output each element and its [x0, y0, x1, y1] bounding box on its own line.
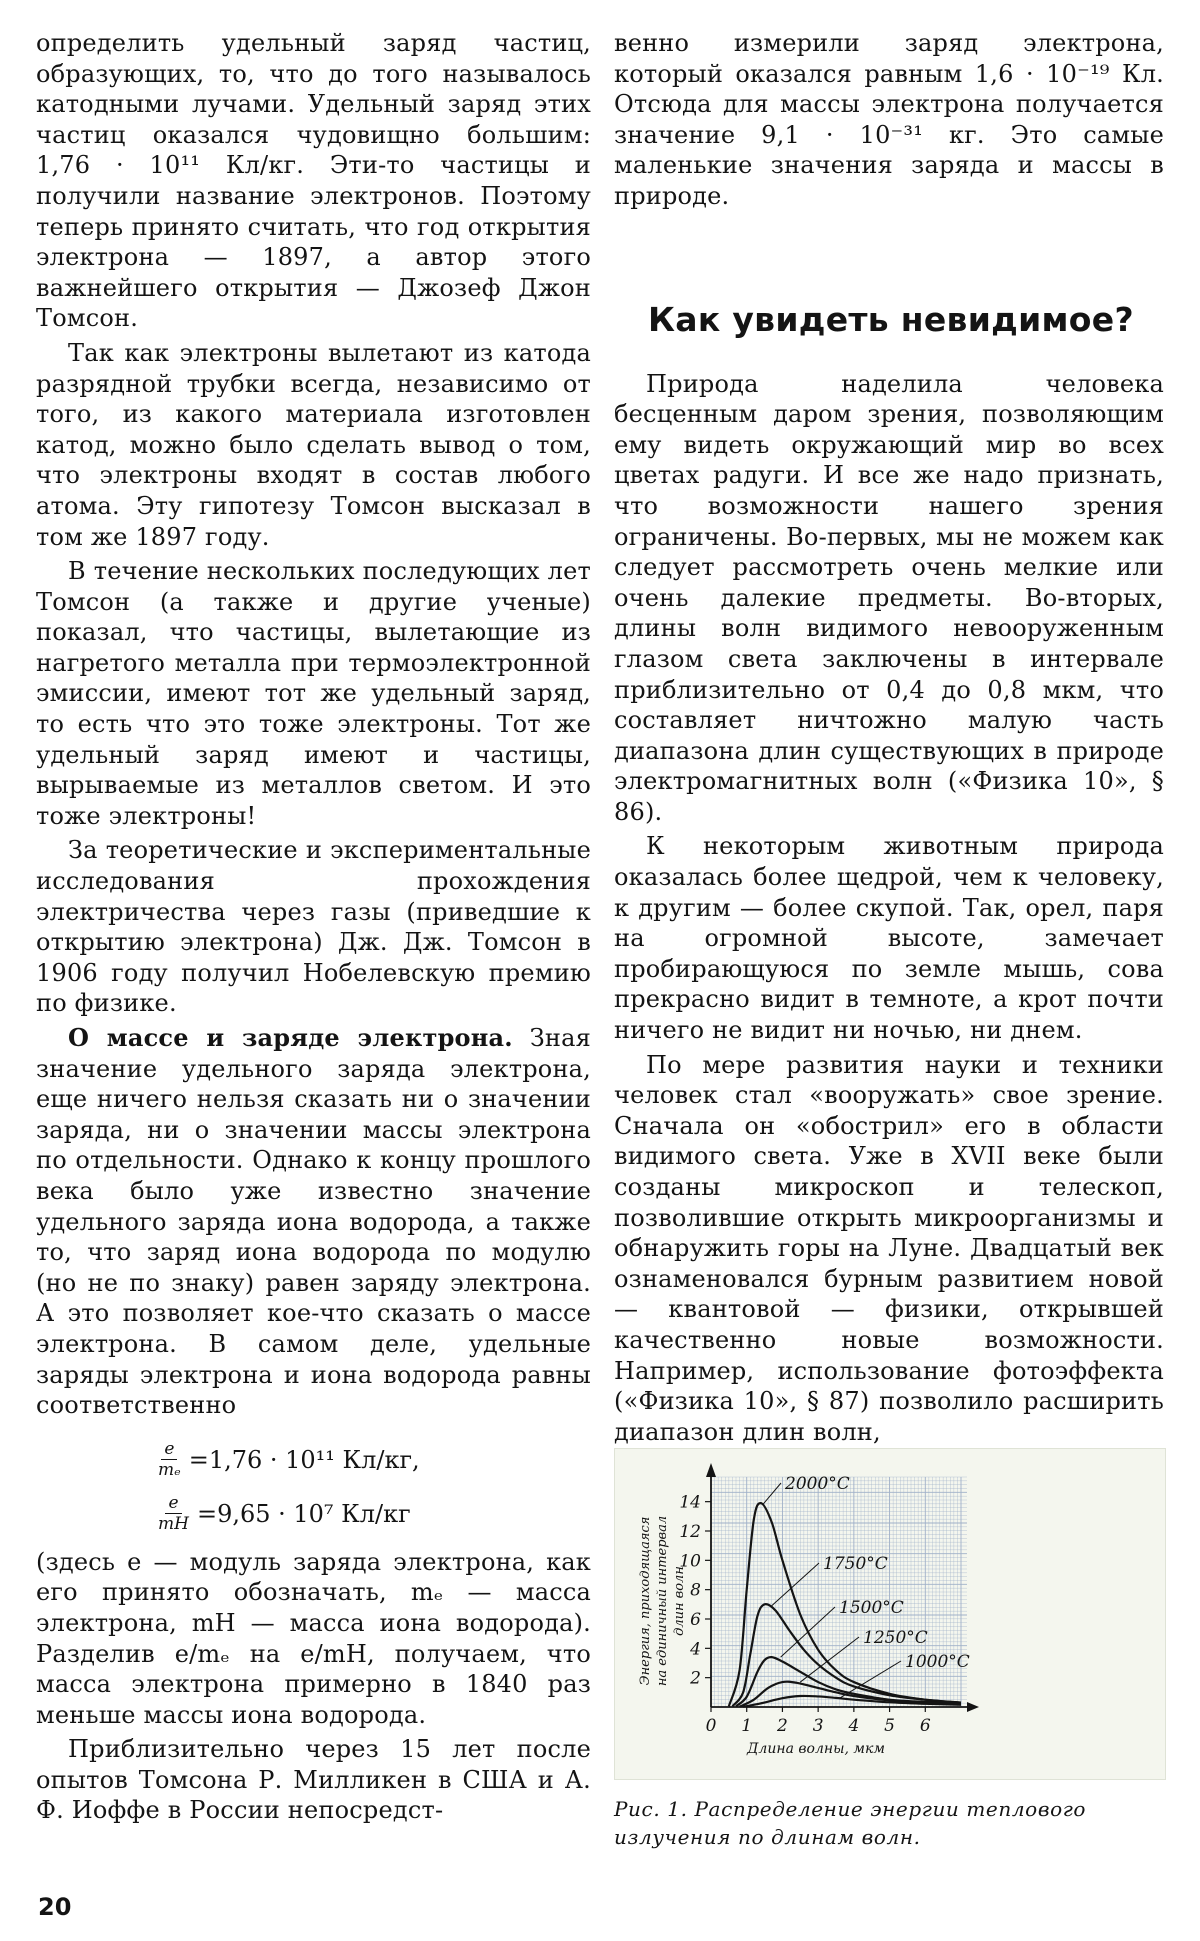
- y-tick-label: 2: [690, 1668, 701, 1689]
- paragraph: По мере развития науки и техники человек стал «вооружать» свое зрение. Сначала он «обострил» его в области видимого света. Уже в XVII веке были созданы микроскоп и телескоп, позволившие открыть микроорганизмы и обнаружить горы на Луне. Двадцатый век ознаменовался бурным развитием новой — квантовой — физики, открывшей качественно новые возможности. Например, использование фотоэффекта («Физика 10», § 87) позволило расширить диапазон длин волн,: [614, 1050, 1164, 1446]
- paragraph: За теоретические и экспериментальные исследования прохождения электричества через газы (приведшие к открытию электрона) Дж. Дж. Томсон в 1906 году получил Нобелевскую премию по физике.: [36, 836, 591, 1018]
- section-heading: Как увидеть невидимое?: [648, 299, 1134, 339]
- paragraph: Так как электроны вылетают из катода разрядной трубки всегда, независимо от того, из какого материала изготовлен катод, можно было сделать вывод о том, что электроны входят в состав любого атома. Эту гипотезу Томсон высказал в том же 1897 году.: [36, 338, 591, 551]
- x-axis-label: Длина волны, мкм: [747, 1741, 885, 1757]
- paragraph-text: Зная значение удельного заряда электрона, еще ничего нельзя сказать ни о значении заряда, ни о значении массы электрона по отдельности. Однако к концу прошлого века было уже известно значение удельного заряда иона водорода, а также то, что заряд иона водорода по модулю (но не по знаку) равен заряду электрона. А это позволяет кое-что сказать о массе электрона. В самом деле, удельные заряды электрона и иона водорода равны соответственно: [36, 1024, 591, 1420]
- series-label: 1750°C: [823, 1554, 888, 1574]
- y-tick-label: 6: [690, 1610, 701, 1630]
- denominator: mₑ: [158, 1460, 181, 1481]
- series-label: 1500°C: [839, 1598, 904, 1618]
- x-tick-label: 3: [812, 1716, 824, 1736]
- paragraph: Приблизительно через 15 лет после опытов Томсона Р. Милликен в США и А. Ф. Иоффе в России непосредст-: [36, 1735, 591, 1825]
- y-tick-label: 12: [679, 1522, 701, 1542]
- chart-svg: [615, 1449, 1165, 1779]
- y-tick-label: 4: [690, 1639, 701, 1660]
- series-label: 1000°C: [905, 1652, 970, 1672]
- fraction: [156, 1493, 191, 1534]
- y-axis-arrow: [706, 1463, 716, 1477]
- figure-caption: Рис. 1. Распределение энергии теплового излучения по длинам волн.: [614, 1797, 1087, 1849]
- y-axis-label: на единичный интервал: [655, 1515, 670, 1687]
- numerator: e: [165, 1493, 181, 1514]
- formula-hydrogen: [156, 1487, 591, 1541]
- formula-electron: [156, 1433, 591, 1487]
- page-number: 20: [38, 1893, 72, 1921]
- x-axis-arrow: [967, 1702, 979, 1712]
- series-label: 2000°C: [785, 1474, 850, 1494]
- formula-block: [156, 1433, 591, 1541]
- y-axis-label: длин волн: [672, 1566, 687, 1636]
- fraction: [156, 1439, 183, 1480]
- numerator: e: [161, 1439, 177, 1460]
- formula-value: =1,76 · 10¹¹ Кл/кг,: [188, 1445, 420, 1474]
- formula-value: =9,65 · 10⁷ Кл/кг: [196, 1499, 411, 1528]
- y-tick-label: 14: [679, 1492, 701, 1513]
- y-axis-label: Энергия, приходящаяся: [638, 1516, 653, 1686]
- x-tick-label: 1: [741, 1716, 753, 1736]
- paragraph: Природа наделила человека бесценным даром зрения, позволяющим ему видеть окружающий мир во всех цветах радуги. И все же надо признать, что возможности нашего зрения ограничены. Во-первых, мы не можем как следует рассмотреть очень мелкие или очень далекие предметы. Во-вторых, длины волн видимого невооруженным глазом света заключены в интервале приблизительно от 0,4 до 0,8 мкм, что составляет ничтожно малую часть диапазона длин существующих в природе электромагнитных волн («Физика 10», § 86).: [614, 369, 1164, 826]
- paragraph: В течение нескольких последующих лет Томсон (а также и другие ученые) показал, что частицы, вылетающие из нагретого металла при термоэлектронной эмиссии, имеют тот же удельный заряд, то есть что это тоже электроны. Тот же удельный заряд имеют и частицы, вырываемые из металлов светом. И это тоже электроны!: [36, 557, 591, 830]
- paragraph: венно измерили заряд электрона, который оказался равным 1,6 · 10⁻¹⁹ Кл. Отсюда для массы электрона получается значение 9,1 · 10⁻³¹ кг. Это самые маленькие значения заряда и массы в природе.: [614, 29, 1164, 210]
- right-column: [614, 28, 1164, 1447]
- x-tick-label: 0: [705, 1716, 717, 1736]
- y-tick-label: 10: [679, 1551, 701, 1572]
- paragraph: К некоторым животным природа оказалась более щедрой, чем к человеку, к другим — более скупой. Так, орел, паря на огромной высоте, замечает пробирающуюся по земле мышь, сова прекрасно видит в темноте, а крот почти ничего не видит ни ночью, ни днем.: [614, 832, 1164, 1045]
- paragraph: определить удельный заряд частиц, образующих, то, что до того называлось катодными лучами. Удельный заряд этих частиц оказался чудовищно большим: 1,76 · 10¹¹ Кл/кг. Эти-то частицы и получили название электронов. Поэтому теперь принято считать, что год открытия электрона — 1897, а автор этого важнейшего открытия — Джозеф Джон Томсон.: [36, 29, 591, 333]
- series-label: 1250°C: [863, 1628, 928, 1648]
- paragraph: (здесь e — модуль заряда электрона, как его принято обозначать, mₑ — масса электрона, mH — масса иона водорода). Разделив e/mₑ на e/mH, получаем, что масса электрона примерно в 1840 раз меньше массы иона водорода.: [36, 1547, 591, 1729]
- x-tick-label: 6: [919, 1716, 931, 1736]
- x-tick-label: 2: [777, 1716, 788, 1736]
- paragraph: [36, 1023, 591, 1421]
- run-in-heading: О массе и заряде электрона.: [68, 1023, 513, 1052]
- series-leader-line: [763, 1483, 781, 1505]
- x-tick-label: 4: [848, 1716, 860, 1736]
- denominator: mH: [158, 1514, 189, 1535]
- x-tick-label: 5: [884, 1716, 895, 1736]
- y-tick-label: 8: [690, 1580, 701, 1601]
- left-column: [36, 28, 591, 1826]
- figure-blackbody-chart: [614, 1448, 1166, 1780]
